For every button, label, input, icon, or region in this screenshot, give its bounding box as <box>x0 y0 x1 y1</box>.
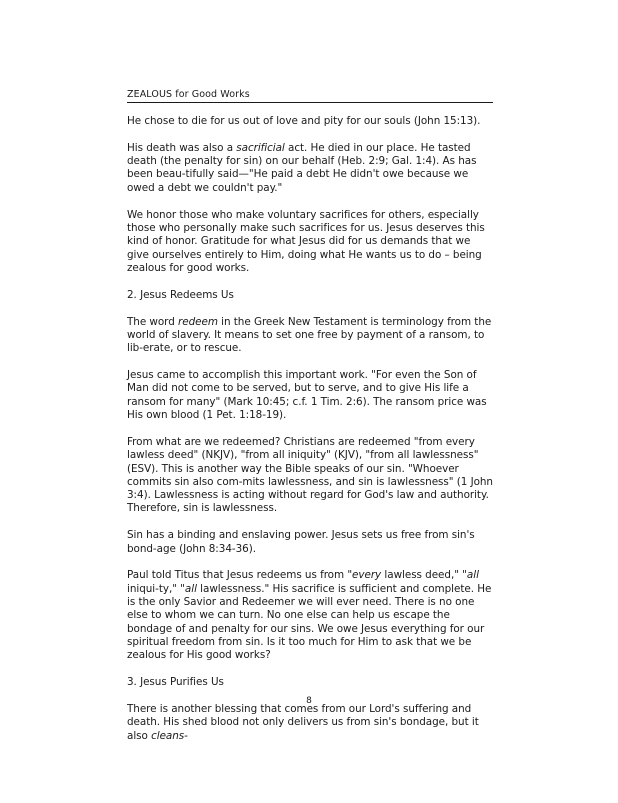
running-header-title: ZEALOUS for Good Works <box>127 89 250 100</box>
emphasis: all <box>466 569 479 582</box>
emphasis: sacrificial <box>236 141 285 154</box>
paragraph: From what are we redeemed? Christians are redeemed "from every lawless deed" (NKJV), "from all iniquity" (KJV), "from all lawlessness" (ESV). This is another way the Bible speaks of our sin. "Whoever commits sin also com-mits lawlessness, and sin is lawlessness" (1 John 3:4). Lawlessness is acting without regard for God's law and authority. Therefore, sin is lawlessness. <box>127 435 493 515</box>
paragraph: Jesus came to accomplish this important work. "For even the Son of Man did not come to be served, but to serve, and to give His life a ransom for many" (Mark 10:45; c.f. 1 Tim. 2:6). The ransom price was His own blood (1 Pet. 1:18-19). <box>127 369 487 422</box>
emphasis: every <box>352 569 382 582</box>
emphasis: redeem <box>178 315 218 328</box>
page-number: 8 <box>306 696 312 706</box>
running-header <box>127 89 493 103</box>
section-heading: 3. Jesus Purifies Us <box>127 676 224 689</box>
emphasis: cleans- <box>151 729 188 742</box>
paragraph: We honor those who make voluntary sacrifices for others, especially those who personally make such sacrifices for us. Jesus deserves this kind of honor. Gratitude for what Jesus did for us demands that we give ourselves entirely to Him, doing what He wants us to do – being zealous for good works. <box>127 208 485 274</box>
paragraph: Paul told Titus that Jesus redeems us from "every lawless deed," "all iniqui-ty," "all lawlessness." His sacrifice is sufficient and complete. He is the only Savior and Redeemer we will ever need. There is no one else to whom we can turn. No one else can help us escape the bondage of and penalty for our sins. We owe Jesus everything for our spiritual freedom from sin. Is it too much for Him to ask that we be zealous for His good works? <box>127 569 492 662</box>
emphasis: all <box>184 582 197 595</box>
page-body <box>127 115 495 743</box>
paragraph: His death was also a sacrificial act. He died in our place. He tasted death (the penalty for sin) on our behalf (Heb. 2:9; Gal. 1:4). As has been beau-tifully said—"He paid a debt He didn't owe because we owed a debt we couldn't pay." <box>127 141 477 194</box>
paragraph: He chose to die for us out of love and pity for our souls (John 15:13). <box>127 115 481 127</box>
paragraph: Sin has a binding and enslaving power. Jesus sets us free from sin's bond-age (John 8:34-36). <box>127 529 475 555</box>
paragraph: There is another blessing that comes from our Lord's suffering and death. His shed blood not only delivers us from sin's bondage, but it also cleans- <box>127 703 479 742</box>
section-heading: 2. Jesus Redeems Us <box>127 288 234 301</box>
paragraph: The word redeem in the Greek New Testament is terminology from the world of slavery. It means to set one free by payment of a ransom, to lib-erate, or to rescue. <box>127 315 492 355</box>
